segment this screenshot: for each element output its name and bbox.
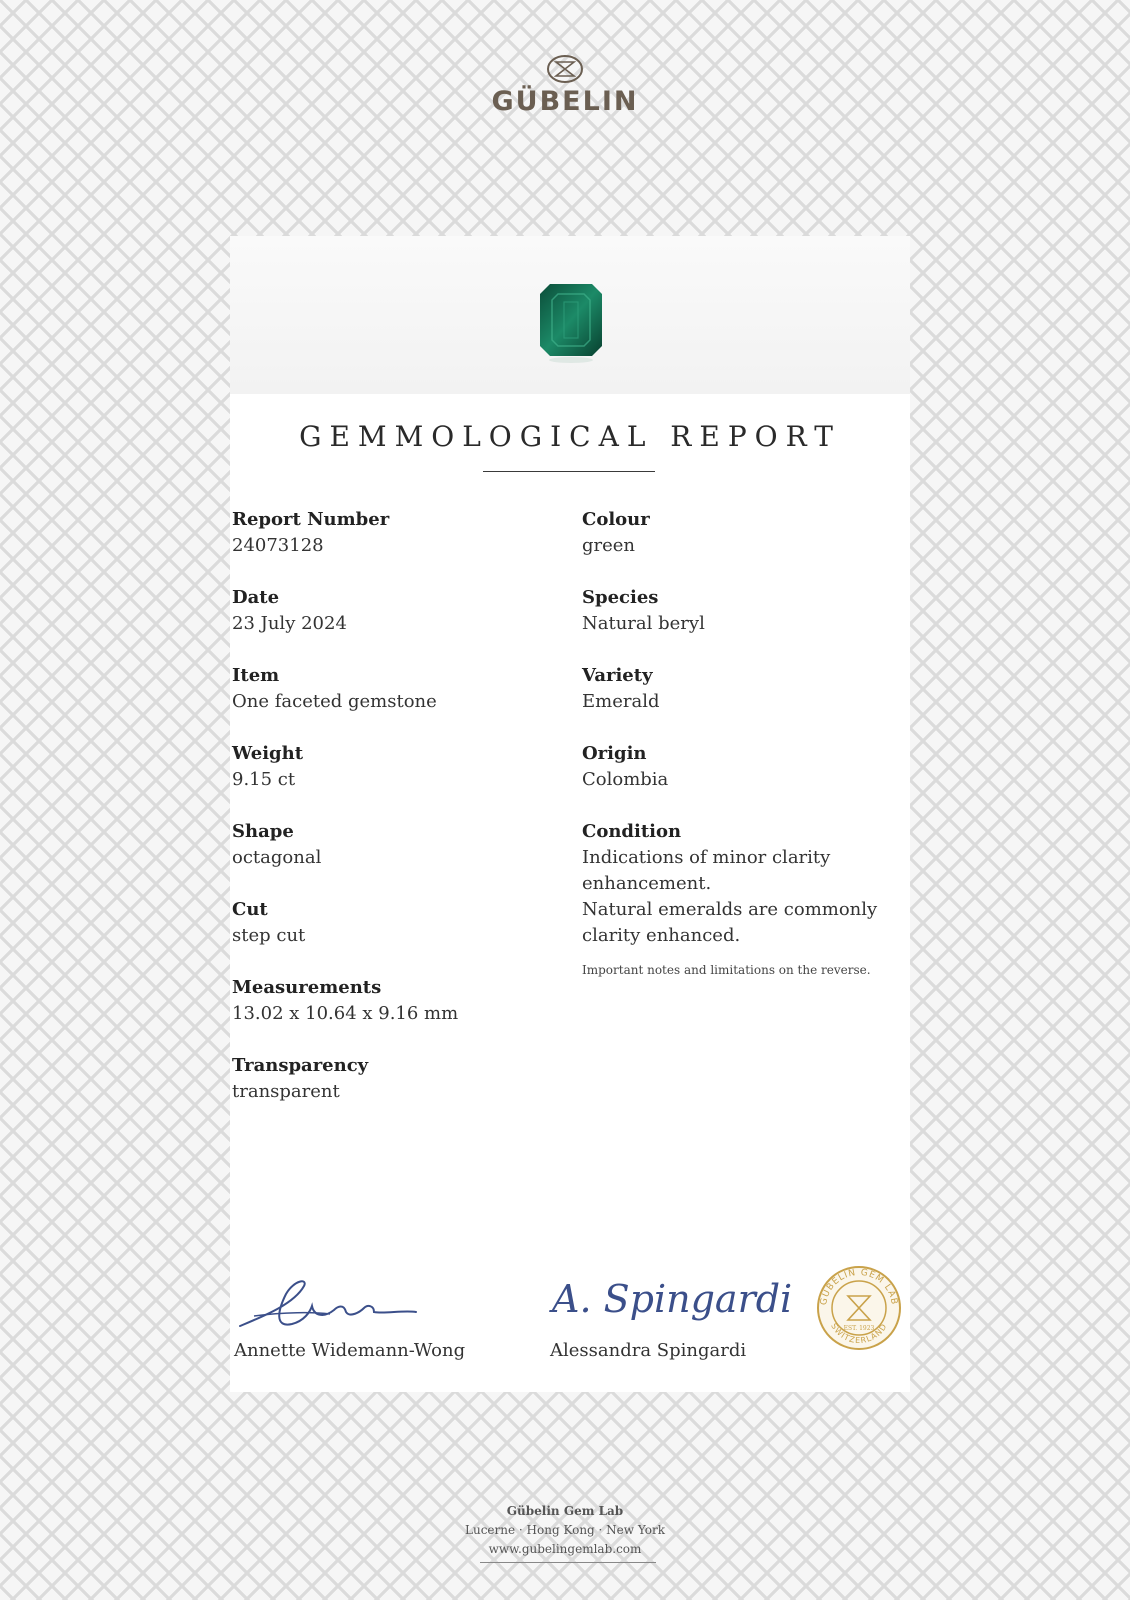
field-value: green bbox=[582, 535, 636, 556]
field-origin bbox=[582, 741, 902, 819]
field-value: Emerald bbox=[582, 691, 660, 712]
footer-locations: Lucerne · Hong Kong · New York bbox=[465, 1523, 665, 1537]
condition-line: Natural emeralds are commonly bbox=[582, 899, 878, 920]
field-value: Natural beryl bbox=[582, 613, 705, 634]
field-value: 9.15 ct bbox=[232, 769, 296, 790]
field-value: transparent bbox=[232, 1081, 340, 1102]
field-date bbox=[232, 585, 562, 663]
field-label: Measurements bbox=[232, 977, 382, 998]
field-label: Species bbox=[582, 587, 659, 608]
signer-name-2: Alessandra Spingardi bbox=[550, 1340, 747, 1361]
field-value: Colombia bbox=[582, 769, 669, 790]
title-divider bbox=[483, 471, 655, 472]
reverse-note: Important notes and limitations on the reverse. bbox=[582, 963, 871, 977]
field-cut bbox=[232, 897, 562, 975]
field-value: 24073128 bbox=[232, 535, 324, 556]
svg-text:GÜBELIN GEM LAB: GÜBELIN GEM LAB bbox=[818, 1267, 899, 1307]
svg-text:EST. 1923: EST. 1923 bbox=[843, 1325, 875, 1332]
condition-line: clarity enhanced. bbox=[582, 925, 741, 946]
field-weight bbox=[232, 741, 562, 819]
field-species bbox=[582, 585, 902, 663]
signer-name-1: Annette Widemann-Wong bbox=[234, 1340, 466, 1361]
field-label: Colour bbox=[582, 509, 650, 530]
field-value: One faceted gemstone bbox=[232, 691, 437, 712]
field-variety bbox=[582, 663, 902, 741]
field-label: Shape bbox=[232, 821, 294, 842]
right-details-column bbox=[582, 507, 902, 979]
signature-annette-widemann-wong bbox=[234, 1276, 424, 1336]
field-report-number bbox=[232, 507, 562, 585]
footer-divider bbox=[480, 1562, 656, 1563]
footer bbox=[0, 1502, 1130, 1559]
svg-text:SWITZERLAND: SWITZERLAND bbox=[829, 1321, 889, 1346]
field-value: 13.02 x 10.64 x 9.16 mm bbox=[232, 1003, 459, 1024]
field-label: Weight bbox=[232, 743, 304, 764]
signature-alessandra-spingardi bbox=[548, 1266, 808, 1330]
gubelin-gem-lab-seal bbox=[816, 1258, 902, 1356]
field-label: Transparency bbox=[232, 1055, 369, 1076]
field-label: Item bbox=[232, 665, 280, 686]
field-condition bbox=[582, 819, 902, 949]
logo-emblem-icon bbox=[545, 54, 585, 84]
svg-text:A. Spingardi: A. Spingardi bbox=[552, 1277, 793, 1321]
field-colour bbox=[582, 507, 902, 585]
left-details-column bbox=[232, 507, 562, 1131]
field-label: Cut bbox=[232, 899, 268, 920]
field-label: Condition bbox=[582, 821, 682, 842]
condition-line: Indications of minor clarity bbox=[582, 847, 831, 868]
emerald-gem-image bbox=[540, 284, 602, 364]
field-label: Date bbox=[232, 587, 280, 608]
field-item bbox=[232, 663, 562, 741]
field-value: 23 July 2024 bbox=[232, 613, 347, 634]
brand-name: GÜBELIN bbox=[491, 86, 639, 117]
field-value: octagonal bbox=[232, 847, 322, 868]
field-label: Variety bbox=[582, 665, 653, 686]
gubelin-logo bbox=[0, 54, 1130, 117]
field-measurements bbox=[232, 975, 562, 1053]
field-value: step cut bbox=[232, 925, 306, 946]
footer-website[interactable]: www.gubelingemlab.com bbox=[488, 1542, 642, 1556]
field-transparency bbox=[232, 1053, 562, 1131]
footer-lab-name: Gübelin Gem Lab bbox=[506, 1504, 624, 1518]
report-title: GEMMOLOGICAL REPORT bbox=[299, 420, 841, 453]
condition-line: enhancement. bbox=[582, 873, 712, 894]
field-label: Origin bbox=[582, 743, 647, 764]
field-shape bbox=[232, 819, 562, 897]
field-label: Report Number bbox=[232, 509, 390, 530]
